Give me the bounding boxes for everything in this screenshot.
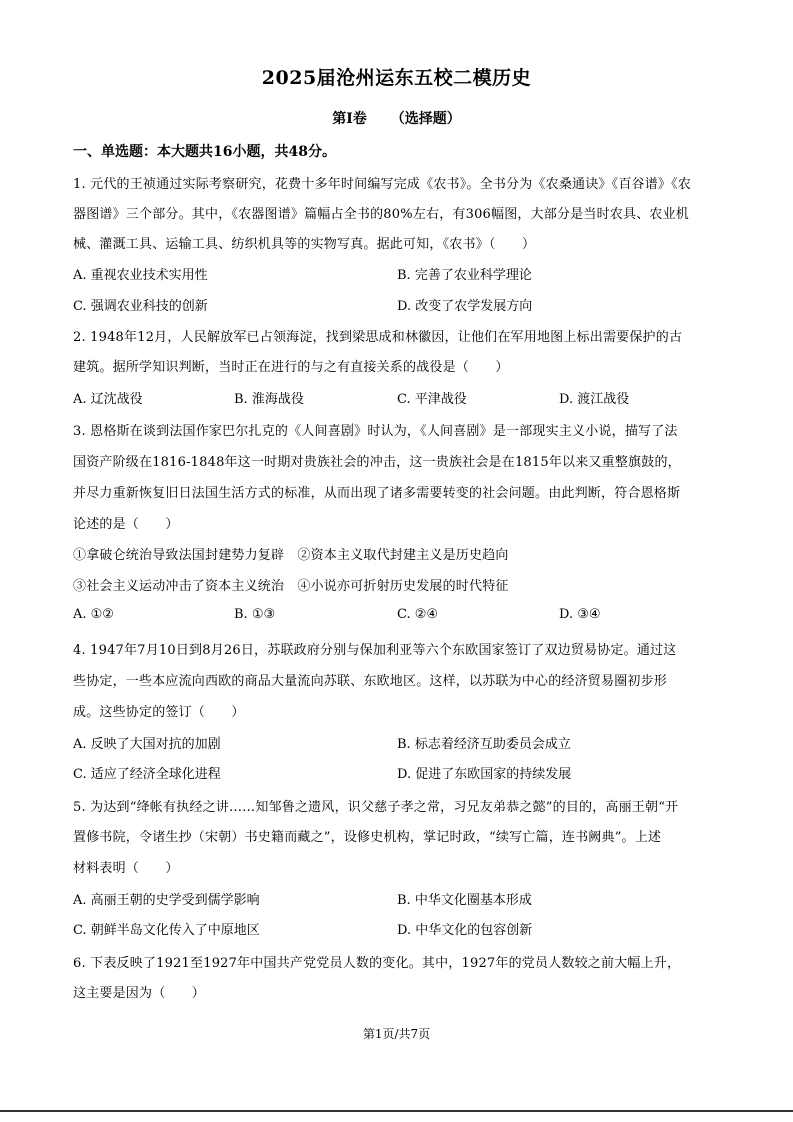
question-text-line: 器图谱》三个部分。其中，《农器图谱》篇幅占全书的80%左右，有306幅图，大部分是当时农具、农业机	[73, 207, 690, 222]
question-text-line: 并尽力重新恢复旧日法国生活方式的标准，从而出现了诸多需要转变的社会问题。由此判断，符合恩格斯	[73, 486, 681, 501]
section-type: （选择题）	[390, 111, 461, 127]
option-b: B. 淮海战役	[234, 392, 304, 407]
option-d: D. 改变了农学发展方向	[397, 299, 533, 314]
option-b: B. ①③	[234, 607, 276, 622]
option-a: A. 反映了大国对抗的加剧	[73, 737, 221, 752]
question-text-line: 国资产阶级在1816-1848年这一时期对贵族社会的冲击，这一贵族社会是在1815年以来又重整旗鼓的，	[73, 455, 681, 470]
option-b: B. 标志着经济互助委员会成立	[397, 737, 571, 752]
option-c: C. ②④	[397, 607, 439, 622]
option-d: D. ③④	[559, 607, 601, 622]
question-text-line: 5. 为达到“绛帐有执经之讲……知邹鲁之遗风，识父慈子孝之常，习兄友弟恭之懿”的目的，高丽王朝“开	[73, 800, 679, 815]
option-a: A. 高丽王朝的史学受到儒学影响	[73, 893, 260, 908]
question-text-line: 成。这些协定的签订（ ）	[73, 705, 245, 720]
option-c: C. 适应了经济全球化进程	[73, 767, 221, 782]
option-a: A. 辽沈战役	[73, 392, 143, 407]
option-b: B. 完善了农业科学理论	[397, 268, 532, 283]
option-a: A. ①②	[73, 607, 114, 622]
question-text-line: 6. 下表反映了1921至1927年中国共产党党员人数的变化。其中，1927年的党员人数较之前大幅上升，	[73, 956, 681, 971]
question-text-line: 2. 1948年12月，人民解放军已占领海淀，找到梁思成和林徽因，让他们在军用地图上标出需要保护的古	[73, 330, 683, 345]
option-c: C. 平津战役	[397, 392, 467, 407]
option-d: D. 中华文化的包容创新	[397, 923, 533, 938]
question-text-line: 些协定，一些本应流向西欧的商品大量流向苏联、东欧地区。这样，以苏联为中心的经济贸易圈初步形	[73, 674, 668, 689]
bottom-divider	[0, 1110, 793, 1112]
section-name: 第I卷	[332, 111, 367, 127]
question-text-line: 3. 恩格斯在谈到法国作家巴尔扎克的《人间喜剧》时认为，《人间喜剧》是一部现实主义小说，描写了法	[73, 424, 678, 439]
part-heading: 一、单选题：本大题共16小题，共48分。	[73, 144, 336, 160]
statement-line: ③社会主义运动冲击了资本主义统治 ④小说亦可折射历史发展的时代特征	[73, 579, 509, 594]
option-d: D. 促进了东欧国家的持续发展	[397, 767, 572, 782]
option-a: A. 重视农业技术实用性	[73, 268, 208, 283]
option-c: C. 强调农业科技的创新	[73, 299, 208, 314]
section-title	[0, 108, 793, 128]
question-text-line: 建筑。据所学知识判断，当时正在进行的与之有直接关系的战役是（ ）	[73, 360, 509, 375]
question-text-line: 论述的是（ ）	[73, 517, 179, 532]
option-c: C. 朝鲜半岛文化传入了中原地区	[73, 923, 260, 938]
option-d: D. 渡江战役	[559, 392, 630, 407]
page-title: 2025届沧州运东五校二模历史	[261, 67, 532, 89]
question-text-line: 4. 1947年7月10日到8月26日，苏联政府分别与保加利亚等六个东欧国家签订了双边贸易协定。通过这	[73, 643, 677, 658]
question-text-line: 械、灌溉工具、运输工具、纺织机具等的实物写真。据此可知，《农书》（ ）	[73, 237, 536, 252]
page-footer: 第1页/共7页	[362, 1027, 431, 1041]
statement-line: ①拿破仑统治导致法国封建势力复辟 ②资本主义取代封建主义是历史趋向	[73, 548, 509, 563]
option-b: B. 中华文化圈基本形成	[397, 893, 532, 908]
question-text-line: 1. 元代的王祯通过实际考察研究，花费十多年时间编写完成《农书》。全书分为《农桑通诀》《百谷谱》《农	[73, 177, 692, 192]
question-text-line: 材料表明（ ）	[73, 861, 179, 876]
question-text-line: 这主要是因为（ ）	[73, 986, 206, 1001]
question-text-line: 置修书院，令诸生抄（宋朝）书史籍而藏之”，设修史机构，掌记时政，“续写亡篇，连书阙典”。上述	[73, 830, 662, 845]
